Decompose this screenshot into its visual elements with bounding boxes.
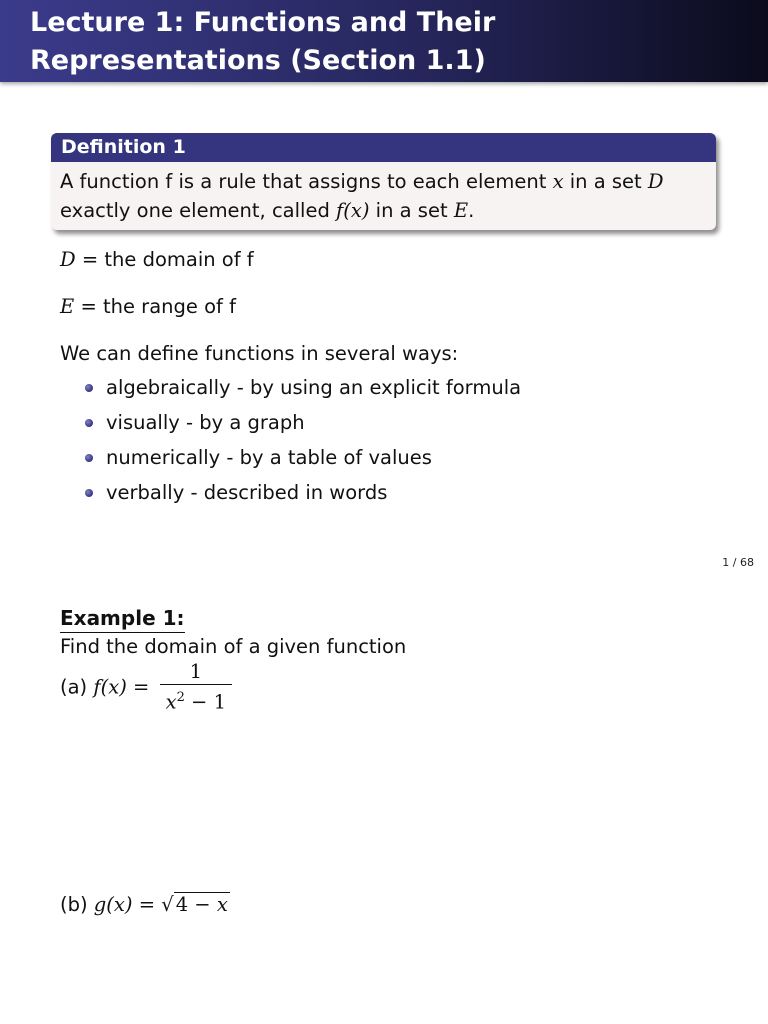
list-item: verbally - described in words	[106, 481, 388, 504]
part-a-equals: =	[126, 675, 156, 699]
range-symbol: E	[60, 295, 75, 318]
example-part-b	[60, 892, 230, 918]
part-a-den-base: x	[165, 690, 177, 714]
bullet-icon	[85, 419, 93, 427]
page-number: 1 / 68	[722, 556, 754, 569]
range-line	[60, 294, 236, 320]
bullet-icon	[85, 454, 93, 462]
definition-block	[51, 133, 716, 230]
list-item: numerically - by a table of values	[106, 446, 432, 469]
definition-text-part-5: .	[468, 199, 475, 222]
range-text: = the range of f	[74, 295, 236, 318]
definition-title: Definition 1	[51, 133, 716, 162]
definition-text-part-4: in a set	[369, 199, 454, 222]
domain-symbol: D	[60, 248, 76, 271]
part-a-den-exp: 2	[176, 690, 185, 705]
part-b-radicand-num: 4 −	[175, 893, 217, 916]
part-b-label: (b)	[60, 893, 94, 916]
definition-var-e: E	[453, 199, 469, 222]
definition-var-x: x	[552, 170, 564, 193]
part-a-fraction	[160, 660, 232, 716]
definition-text-part-1: A function f is a rule that assigns to each element	[60, 170, 553, 193]
ways-intro: We can define functions in several ways:	[60, 342, 459, 365]
part-a-label: (a)	[60, 675, 94, 699]
part-a-lhs: f(x)	[93, 675, 127, 699]
part-a-den-rest: − 1	[184, 690, 226, 714]
domain-line	[60, 247, 254, 273]
part-a-denominator	[160, 685, 232, 716]
part-b-radicand-var: x	[216, 893, 228, 916]
part-b-radicand	[174, 892, 230, 916]
part-b-lhs: g(x)	[93, 893, 133, 916]
part-a-numerator: 1	[160, 660, 232, 685]
slide-header	[0, 0, 768, 82]
list-item: visually - by a graph	[106, 411, 305, 434]
bullet-icon	[85, 489, 93, 497]
definition-text	[51, 162, 716, 225]
example-part-a	[60, 660, 232, 716]
definition-fx: f(x)	[336, 199, 370, 222]
bullet-icon	[85, 384, 93, 392]
example-title: Example 1:	[60, 605, 185, 633]
slide-title: Lecture 1: Functions and Their Representations (Section 1.1)	[30, 7, 496, 76]
definition-text-part-3: exactly one element, called	[60, 199, 337, 222]
list-item: algebraically - by using an explicit formula	[106, 376, 522, 399]
definition-var-d: D	[647, 170, 664, 193]
definition-text-part-2: in a set	[563, 170, 648, 193]
domain-text: = the domain of f	[75, 248, 254, 271]
part-b-equals: =	[132, 893, 162, 916]
example-prompt: Find the domain of a given function	[60, 635, 407, 658]
part-b-radical: √	[161, 893, 174, 916]
